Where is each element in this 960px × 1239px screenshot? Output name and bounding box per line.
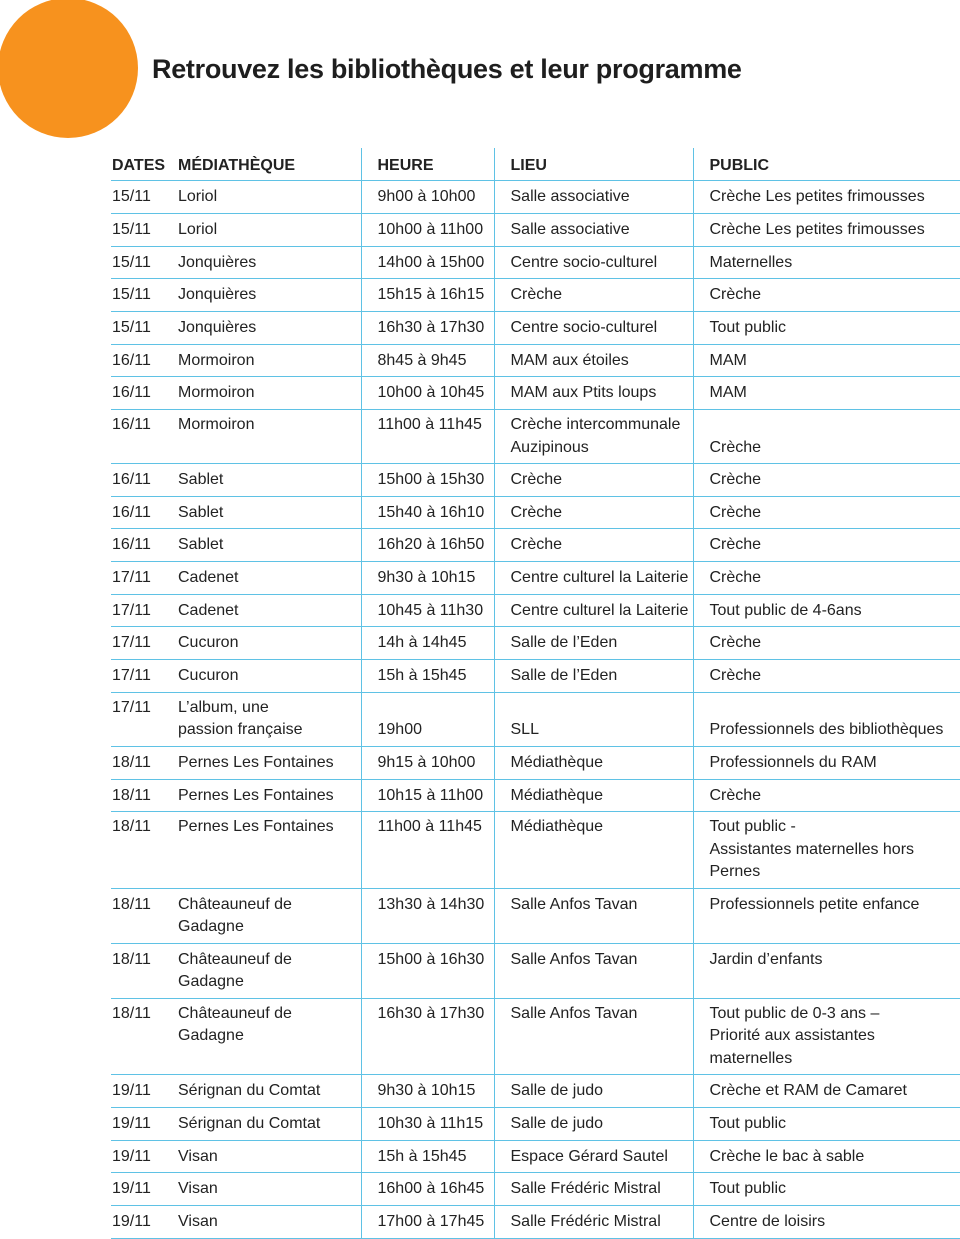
cell-public: Tout public [693, 1173, 960, 1206]
cell-lieu: Salle de judo [494, 1107, 693, 1140]
cell-mediatheque: Sablet [178, 496, 361, 529]
cell-heure: 16h20 à 16h50 [361, 529, 494, 562]
table-row [111, 888, 960, 943]
table-row [111, 529, 960, 562]
cell-date: 16/11 [111, 529, 178, 562]
cell-mediatheque: Mormoiron [178, 344, 361, 377]
cell-date: 17/11 [111, 562, 178, 595]
cell-heure: 10h00 à 10h45 [361, 377, 494, 410]
cell-heure: 15h40 à 16h10 [361, 496, 494, 529]
cell-date: 16/11 [111, 464, 178, 497]
cell-heure: 10h30 à 11h15 [361, 1107, 494, 1140]
table-row [111, 594, 960, 627]
cell-heure: 9h00 à 10h00 [361, 181, 494, 214]
cell-lieu: SLL [494, 692, 693, 746]
cell-mediatheque: Mormoiron [178, 410, 361, 464]
cell-lieu: Médiathèque [494, 779, 693, 812]
table-row [111, 464, 960, 497]
cell-public: Centre de loisirs [693, 1205, 960, 1238]
cell-mediatheque: Pernes Les Fontaines [178, 812, 361, 889]
cell-date: 18/11 [111, 888, 178, 943]
cell-heure: 16h30 à 17h30 [361, 311, 494, 344]
cell-heure: 9h30 à 10h15 [361, 1075, 494, 1108]
table-row [111, 1205, 960, 1238]
cell-date: 19/11 [111, 1140, 178, 1173]
cell-lieu: Centre culturel la Laiterie [494, 594, 693, 627]
table-row [111, 998, 960, 1075]
cell-date: 16/11 [111, 344, 178, 377]
table-row [111, 943, 960, 998]
table-row [111, 1075, 960, 1108]
cell-heure: 16h30 à 17h30 [361, 998, 494, 1075]
cell-public: Crèche Les petites frimousses [693, 213, 960, 246]
cell-date: 17/11 [111, 660, 178, 693]
cell-public: Tout public de 0-3 ans – Priorité aux assistantes maternelles [693, 998, 960, 1075]
cell-lieu: Salle de judo [494, 1075, 693, 1108]
table-row [111, 812, 960, 889]
cell-lieu: Crèche [494, 529, 693, 562]
cell-public: Tout public de 4-6ans [693, 594, 960, 627]
header-lieu: LIEU [494, 148, 693, 181]
cell-date: 19/11 [111, 1075, 178, 1108]
header-public: PUBLIC [693, 148, 960, 181]
table-row [111, 496, 960, 529]
cell-date: 15/11 [111, 279, 178, 312]
cell-mediatheque: Sérignan du Comtat [178, 1075, 361, 1108]
program-table [111, 148, 960, 1239]
table-row [111, 311, 960, 344]
cell-mediatheque: Châteauneuf de Gadagne [178, 943, 361, 998]
cell-date: 16/11 [111, 410, 178, 464]
cell-public: MAM [693, 377, 960, 410]
cell-lieu: MAM aux étoiles [494, 344, 693, 377]
cell-date: 18/11 [111, 746, 178, 779]
cell-date: 16/11 [111, 496, 178, 529]
table-row [111, 562, 960, 595]
table-header-row [111, 148, 960, 181]
cell-heure: 11h00 à 11h45 [361, 410, 494, 464]
cell-public: Crèche et RAM de Camaret [693, 1075, 960, 1108]
cell-mediatheque: Châteauneuf de Gadagne [178, 998, 361, 1075]
cell-heure: 15h00 à 16h30 [361, 943, 494, 998]
cell-public: Crèche [693, 410, 960, 464]
cell-date: 15/11 [111, 311, 178, 344]
cell-public: Crèche Les petites frimousses [693, 181, 960, 214]
cell-heure: 8h45 à 9h45 [361, 344, 494, 377]
cell-heure: 16h00 à 16h45 [361, 1173, 494, 1206]
cell-public: Crèche [693, 496, 960, 529]
cell-lieu: Salle Anfos Tavan [494, 888, 693, 943]
cell-mediatheque: Visan [178, 1205, 361, 1238]
cell-mediatheque: Mormoiron [178, 377, 361, 410]
cell-date: 19/11 [111, 1173, 178, 1206]
cell-heure: 13h30 à 14h30 [361, 888, 494, 943]
cell-public: Maternelles [693, 246, 960, 279]
cell-mediatheque: L’album, une passion française [178, 692, 361, 746]
cell-public: Crèche [693, 779, 960, 812]
cell-heure: 9h30 à 10h15 [361, 562, 494, 595]
cell-mediatheque: Jonquières [178, 246, 361, 279]
header-dates: DATES [111, 148, 178, 181]
cell-mediatheque: Jonquières [178, 311, 361, 344]
cell-mediatheque: Loriol [178, 213, 361, 246]
cell-lieu: Salle Frédéric Mistral [494, 1205, 693, 1238]
cell-lieu: Médiathèque [494, 812, 693, 889]
cell-heure: 15h00 à 15h30 [361, 464, 494, 497]
cell-date: 18/11 [111, 779, 178, 812]
table-row [111, 692, 960, 746]
cell-heure: 11h00 à 11h45 [361, 812, 494, 889]
cell-public: Crèche [693, 279, 960, 312]
cell-mediatheque: Visan [178, 1173, 361, 1206]
cell-date: 19/11 [111, 1107, 178, 1140]
cell-heure: 14h à 14h45 [361, 627, 494, 660]
table-row [111, 627, 960, 660]
cell-public: Crèche [693, 562, 960, 595]
cell-mediatheque: Cucuron [178, 660, 361, 693]
page-title: Retrouvez les bibliothèques et leur programme [152, 54, 742, 84]
cell-public: Professionnels petite enfance [693, 888, 960, 943]
cell-mediatheque: Jonquières [178, 279, 361, 312]
cell-public: Crèche [693, 529, 960, 562]
cell-lieu: Crèche [494, 279, 693, 312]
cell-heure: 15h15 à 16h15 [361, 279, 494, 312]
cell-heure: 14h00 à 15h00 [361, 246, 494, 279]
table-row [111, 279, 960, 312]
orange-circle-decoration [0, 0, 138, 138]
table-row [111, 1173, 960, 1206]
table-row [111, 660, 960, 693]
cell-lieu: Salle Frédéric Mistral [494, 1173, 693, 1206]
table-row [111, 246, 960, 279]
cell-lieu: Espace Gérard Sautel [494, 1140, 693, 1173]
cell-lieu: Crèche intercommunale Auzipinous [494, 410, 693, 464]
cell-date: 17/11 [111, 627, 178, 660]
cell-lieu: MAM aux Ptits loups [494, 377, 693, 410]
cell-lieu: Centre socio-culturel [494, 246, 693, 279]
table-row [111, 746, 960, 779]
cell-date: 18/11 [111, 998, 178, 1075]
table-row [111, 779, 960, 812]
cell-mediatheque: Cadenet [178, 594, 361, 627]
table-row [111, 410, 960, 464]
table-row [111, 344, 960, 377]
cell-mediatheque: Châteauneuf de Gadagne [178, 888, 361, 943]
cell-date: 17/11 [111, 692, 178, 746]
cell-public: Jardin d’enfants [693, 943, 960, 998]
cell-public: Crèche [693, 464, 960, 497]
table-row [111, 213, 960, 246]
table-row [111, 377, 960, 410]
cell-public: Tout public - Assistantes maternelles hors Pernes [693, 812, 960, 889]
cell-lieu: Centre socio-culturel [494, 311, 693, 344]
cell-lieu: Crèche [494, 464, 693, 497]
table-row [111, 181, 960, 214]
cell-lieu: Salle de l’Eden [494, 660, 693, 693]
cell-public: Crèche [693, 627, 960, 660]
cell-public: Professionnels du RAM [693, 746, 960, 779]
cell-date: 19/11 [111, 1205, 178, 1238]
cell-date: 18/11 [111, 943, 178, 998]
cell-public: Crèche [693, 660, 960, 693]
cell-mediatheque: Visan [178, 1140, 361, 1173]
cell-date: 18/11 [111, 812, 178, 889]
cell-heure: 10h00 à 11h00 [361, 213, 494, 246]
cell-lieu: Salle Anfos Tavan [494, 998, 693, 1075]
header-mediatheque: MÉDIATHÈQUE [178, 148, 361, 181]
cell-heure: 19h00 [361, 692, 494, 746]
cell-mediatheque: Sérignan du Comtat [178, 1107, 361, 1140]
cell-mediatheque: Cadenet [178, 562, 361, 595]
cell-lieu: Salle Anfos Tavan [494, 943, 693, 998]
cell-mediatheque: Pernes Les Fontaines [178, 779, 361, 812]
header-heure: HEURE [361, 148, 494, 181]
cell-date: 15/11 [111, 181, 178, 214]
cell-mediatheque: Sablet [178, 529, 361, 562]
table-row [111, 1140, 960, 1173]
cell-heure: 17h00 à 17h45 [361, 1205, 494, 1238]
cell-mediatheque: Cucuron [178, 627, 361, 660]
table-row [111, 1107, 960, 1140]
cell-lieu: Médiathèque [494, 746, 693, 779]
cell-mediatheque: Loriol [178, 181, 361, 214]
cell-mediatheque: Pernes Les Fontaines [178, 746, 361, 779]
cell-lieu: Salle associative [494, 181, 693, 214]
cell-heure: 9h15 à 10h00 [361, 746, 494, 779]
cell-lieu: Centre culturel la Laiterie [494, 562, 693, 595]
cell-lieu: Salle associative [494, 213, 693, 246]
cell-heure: 15h à 15h45 [361, 1140, 494, 1173]
cell-date: 16/11 [111, 377, 178, 410]
cell-public: MAM [693, 344, 960, 377]
cell-date: 15/11 [111, 246, 178, 279]
cell-lieu: Crèche [494, 496, 693, 529]
cell-lieu: Salle de l’Eden [494, 627, 693, 660]
cell-mediatheque: Sablet [178, 464, 361, 497]
cell-heure: 10h15 à 11h00 [361, 779, 494, 812]
cell-public: Professionnels des bibliothèques [693, 692, 960, 746]
cell-public: Crèche le bac à sable [693, 1140, 960, 1173]
cell-date: 17/11 [111, 594, 178, 627]
cell-heure: 15h à 15h45 [361, 660, 494, 693]
cell-public: Tout public [693, 1107, 960, 1140]
cell-public: Tout public [693, 311, 960, 344]
cell-date: 15/11 [111, 213, 178, 246]
cell-heure: 10h45 à 11h30 [361, 594, 494, 627]
